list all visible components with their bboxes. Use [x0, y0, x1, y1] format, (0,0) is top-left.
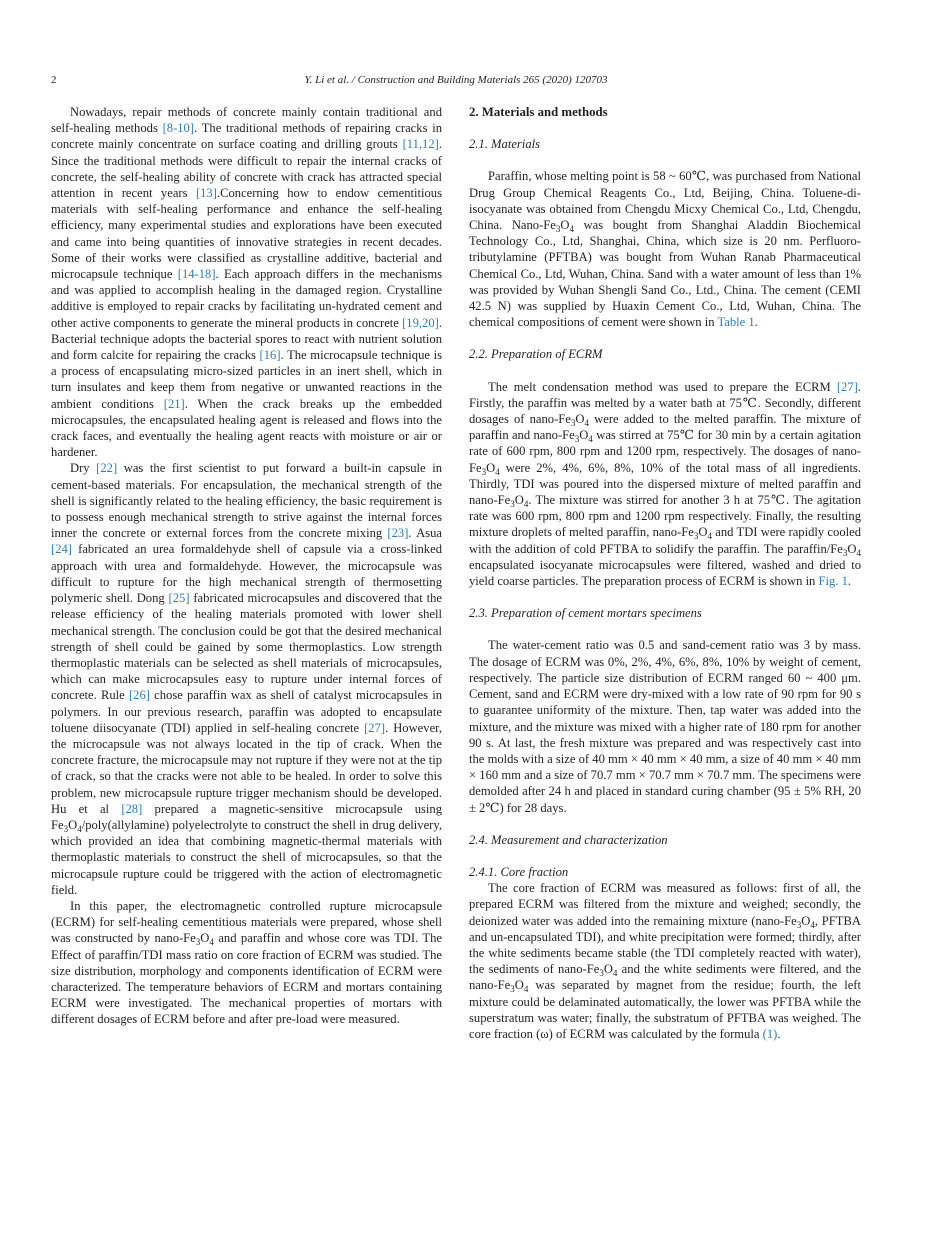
page-header — [51, 72, 861, 88]
citation-link[interactable]: [21] — [163, 396, 185, 411]
intro-paragraph-1: Nowadays, repair methods of concrete mainly contain traditional and self-healing methods [8-10]. The traditional methods of repairing cracks in concrete mainly concentrate on surface coating and drilling grouts [11,12]. Since the traditional methods were difficult to repair the internal cracks of concrete, the self-healing ability of concrete with crack has attracted special attention in recent years [13].Concerning how to endow cementitious materials with self-healing performance and enhance the self-healing efficiency, many experimental studies and explorations have been executed and came into being quantities of innovative strategies in recent decades. Some of their works were classified as crystalline additive, bacterial and microcapsule technique [14-18]. Each approach differs in the mechanisms and was applied to accomplish healing in the damaged region. Crystalline additive is employed to repair cracks by facilitating un-hydrated cement and other active components to generate the mineral products in concrete [19,20]. Bacterial technique adopts the bacterial spores to react with nutrient solution and form calcite for repairing the cracks [16]. The microcapsule technique is a process of encapsulating micro-sized particles in an inert shell, which in turn insulates and keep them from negative or unwanted reactions in the ambient conditions [21]. When the crack breaks up the embedded microcapsules, the encapsulated healing agent is released and flows into the crack faces, and eventually the healing agent reacts with moisture or air or hardener. — [51, 105, 443, 460]
core-fraction-paragraph: The core fraction of ECRM was measured as follows: first of all, the prepared ECRM was filtered from the mixture and weighed; secondly, the deionized water was added into the remaining mixture ($nano-Fe_3O_4$, PFTBA and un-encapsulated TDI), and white precipitation were formed; thirdly, after the white sediments became stable (the TDI completely reacted with water), the sediments of nano-$Fe_3O_4$ and the white sediments were filtered, and the nano-$Fe_3O_4$ was separated by magnet from the residue; fourth, the left mixture could be delaminated automatically, the lower was PFTBA while the superstratum was water; finally, the substratum of PFTBA was weighed. The core fraction (ω) of ECRM was calculated by the formula (1). — [469, 881, 861, 1041]
left-column — [51, 104, 442, 1028]
citation-link[interactable]: [22] — [96, 461, 118, 476]
citation-link[interactable]: [16] — [259, 348, 281, 363]
citation-link[interactable]: [8-10] — [162, 121, 195, 136]
citation-link[interactable]: [23] — [387, 526, 409, 541]
subsubsection-heading: 2.4.1. Core fraction — [469, 864, 569, 879]
materials-paragraph: Paraffin, whose melting point is 58 ~ 60℃, was purchased from National Drug Group Chemical Reagents Co., Ltd, Beijing, China. Toluene-di-isocyanate was obtained from Chengdu Micxy Chemical Co., Ltd, Chengdu, China. Nano-$Fe_3O_4$ was bought from Shanghai Aladdin Biochemical Technology Co., Ltd, Shanghai, China, which size is 20 nm. Perfluoro-tributylamine (PFTBA) was bought from Wuhan Ranab Pharmaceutical Chemical Co., Ltd, Wuhan, China. Sand with a water amount of less than 1% was provided by Wuhan Shengli Sand Co., Ltd., China. The cement (CEMI 42.5 N) was supplied by Huaxin Cement Co., Ltd, Wuhan, China. The chemical compositions of cement were shown in Table 1. — [469, 169, 861, 330]
subsection-heading: 2.3. Preparation of cement mortars specimens — [469, 606, 702, 621]
table-link[interactable]: Table 1 — [717, 315, 755, 330]
equation-link[interactable]: (1) — [762, 1026, 778, 1041]
subsection-heading: 2.2. Preparation of ECRM — [469, 347, 603, 362]
citation-link[interactable]: [19,20] — [402, 315, 439, 330]
citation-link[interactable]: [27] — [836, 379, 858, 394]
subsection-heading: 2.4. Measurement and characterization — [469, 832, 668, 847]
citation-link[interactable]: [14-18] — [177, 267, 216, 282]
section-heading: 2. Materials and methods — [469, 105, 608, 119]
citation-link[interactable]: [25] — [168, 591, 190, 606]
intro-paragraph-2: Dry [22] was the first scientist to put forward a built-in capsule in cement-based materials. For encapsulation, the mechanical strength of the shell is significantly related to the healing efficiency, the basic requirement is to possess enough mechanical strength to strive against the internal forces inner the concrete or external forces from the concrete mixing [23]. Asua [24] fabricated an urea formaldehyde shell of capsule via a cross-linked approach with urea and formaldehyde. However, the microcapsule was difficult to rupture for the high mechanical strength of thermosetting polymeric shell. Dong [25] fabricated microcapsules and discovered that the release efficiency of the healing materials promoted with lower shell mechanical strength. The conclusion could be got that the desired mechanical strength of shell could be gained by some thermoplastics. Low strength thermoplastic materials can be selected as shell materials of microcapsules, which can make microcapsules easy to rupture under internal forces of concrete. Rule [26] chose paraffin wax as shell of catalyst microcapsules in polymers. In our previous research, paraffin was adopted to encapsulate toluene diisocyanate (TDI) applied in self-healing concrete [27]. However, the microcapsule was not always located in the tip of crack. When the concrete fracture, the microcapsule may not rupture if they were not at the tip of crack, so that the cracks were not able to be healed. In order to solve this problem, new microcapsule rupture trigger mechanism should be developed. Hu et al [28] prepared a magnetic-sensitive microcapsule using $Fe_3O_4/poly(allylamine)$ polyelectrolyte to construct the shell in drug delivery, which provided an idea that combining magnetic-thermal materials with thermoplastic materials to construct the shell of microcapsules, so that the microcapsule rupture could be triggered with the action of electromagnetic field. — [51, 461, 443, 897]
specimens-paragraph: The water-cement ratio was 0.5 and sand-cement ratio was 3 by mass. The dosage of ECRM was 0%, 2%, 4%, 6%, 8%, 10% by weight of cement, respectively. The particle size distribution of ECRM ranged 60 ~ 400 μm. Cement, sand and ECRM were dry-mixed with a low rate of 90 rpm for 90 s to guarantee uniformity of the mixture. Then, tap water was added into the mixture, and the mixture was mixed with a higher rate of 180 rpm for another 90 s. At last, the fresh mixture was prepared and was respectively cast into the molds with a size of 40 mm × 40 mm × 40 mm, a size of 40 mm × 40 mm × 160 mm and a size of 70.7 mm × 70.7 mm × 70.7 mm. The specimens were demolded after 24 h and placed in standard curing chamber (95 ± 5% RH, 20 ± 2℃) for 28 days. — [469, 638, 861, 815]
page-number: 2 — [51, 74, 57, 86]
citation-link[interactable]: [13] — [195, 186, 217, 201]
figure-link[interactable]: Fig. 1 — [818, 574, 848, 589]
citation-link[interactable]: [27] — [364, 720, 386, 735]
intro-paragraph-3: In this paper, the electromagnetic controlled rupture microcapsule (ECRM) for self-healing cementitious materials were prepared, whose shell was constructed by nano-$Fe_3O_4$ and paraffin and whose core was TDI. The Effect of paraffin/TDI mass ratio on core fraction of ECRM was studied. The size distribution, morphology and components identification of ECRM were characterized. The temperature behaviors of ECRM and mortars containing ECRM were investigated. The mechanical properties of mortars with different dosages of ECRM before and after pre-load were measured. — [51, 898, 442, 1027]
citation-link[interactable]: [24] — [51, 542, 72, 557]
citation-link[interactable]: [11,12] — [402, 137, 439, 152]
citation-link[interactable]: [26] — [128, 688, 150, 703]
subsection-heading: 2.1. Materials — [469, 137, 541, 152]
preparation-paragraph: The melt condensation method was used to prepare the ECRM [27]. Firstly, the paraffin was melted by a water bath at 75℃. Secondly, different dosages of nano-$Fe_3O_4$ were added to the melted paraffin. The mixture of paraffin and nano-$Fe_3O_4$ was stirred at 75℃ for 30 min by a certain agitation rate of 600 rpm, 800 rpm and 1200 rpm, respectively. The dosages of nano-$Fe_3O_4$ were 2%, 4%, 6%, 8%, 10% of the total mass of all ingredients. Thirdly, TDI was poured into the dispersed mixture of melted paraffin and nano-$Fe_3O_4$. The mixture was stirred for another 3 h at 75℃. The agitation rate was 600 rpm, 800 rpm and 1200 rpm respectively. Finally, the resulting mixture droplets of melted paraffin, nano-$Fe_3O_4$ and TDI were rapidly cooled with the addition of cold PFTBA to solidify the paraffin. The paraffin/$Fe_3O_4$ encapsulated isocyanate microcapsules were filtered, washed and dried to yield coarse particles. The preparation process of ECRM is shown in Fig. 1. — [469, 379, 862, 589]
citation-link[interactable]: [28] — [121, 801, 143, 816]
right-column — [469, 104, 861, 1042]
running-title: Y. Li et al. / Construction and Building Materials 265 (2020) 120703 — [304, 74, 608, 86]
